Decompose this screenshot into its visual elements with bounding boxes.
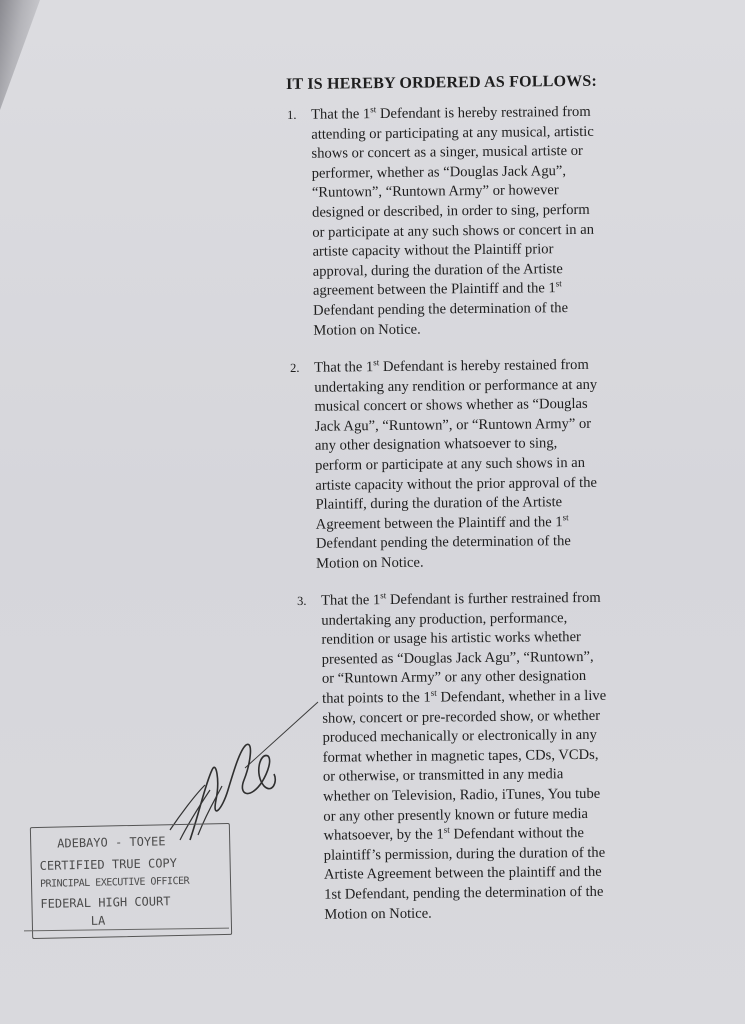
text-line: Defendant pending the determination of the (313, 300, 569, 319)
text-line: perform or participate at any such shows in an (315, 454, 586, 474)
item-number: 2. (290, 360, 300, 375)
stamp-line: ADEBAYO - TOYEE (57, 834, 166, 851)
text-line: Motion on Notice. (324, 905, 432, 923)
text-line: show, concert or pre-recorded show, or whether (322, 707, 601, 727)
item-text (311, 103, 596, 341)
text-line: That the 1st Defendant is hereby restrained from (311, 103, 591, 123)
item-text (314, 356, 599, 574)
text-line: whether on Television, Radio, iTunes, You tube (323, 785, 601, 805)
text-line: presented as “Douglas Jack Agu”, “Runtown”, (321, 648, 594, 668)
text-line: undertaking any rendition or performance at any (314, 376, 598, 396)
scan-shadow (0, 0, 40, 110)
order-item-1 (287, 102, 667, 339)
text-line: That the 1st Defendant is further restrained from (321, 589, 601, 609)
order-item-2 (290, 355, 670, 572)
text-line: performer, whether as “Douglas Jack Agu”, (311, 162, 567, 182)
text-line: Agreement between the Plaintiff and the 1st (315, 511, 569, 533)
item-text (321, 589, 609, 925)
text-line: Motion on Notice. (313, 321, 421, 339)
text-line: or “Runtown Army” or any other designation (321, 668, 587, 688)
text-line: that points to the 1st Defendant, whether in a live (322, 687, 607, 707)
text-line: or participate at any such shows or concert in an (312, 221, 595, 241)
text-line: format whether in magnetic tapes, CDs, VCDs, (322, 746, 599, 766)
text-line: artiste capacity without the Plaintiff prior (312, 241, 554, 260)
order-item-3 (297, 588, 677, 923)
text-line: attending or participating at any musical, artistic (311, 123, 594, 143)
stamp-line: LA (90, 913, 106, 928)
item-number: 3. (297, 593, 307, 608)
stamp-line: CERTIFIED TRUE COPY (39, 856, 178, 873)
text-line: “Runtown”, “Runtown Army” or however (311, 182, 559, 202)
text-line: That the 1st Defendant is hereby restained from (314, 356, 589, 376)
stamp-line: PRINCIPAL EXECUTIVE OFFICER (39, 875, 190, 890)
text-line: Plaintiff, during the duration of the Artiste (315, 494, 563, 513)
text-line: Artiste Agreement between the plaintiff and the (323, 864, 602, 884)
text-line: rendition or usage his artistic works whether (321, 629, 581, 648)
text-line: agreement between the Plaintiff and the 1st (312, 278, 562, 300)
text-line: Motion on Notice. (316, 554, 424, 572)
text-line: whatsoever, by the 1st Defendant without the (323, 824, 584, 844)
text-line: or any other presently known or future media (323, 805, 589, 825)
text-line: or otherwise, or transmitted in any media (322, 766, 564, 786)
stamp-line: FEDERAL HIGH COURT (40, 894, 171, 911)
text-line: Jack Agu”, “Runtown”, or “Runtown Army” or (314, 415, 592, 435)
text-line: designed or described, in order to sing, perform (312, 201, 590, 221)
text-line: musical concert or shows whether as “Douglas (314, 396, 588, 415)
text-line: undertaking any production, performance, (321, 609, 568, 629)
text-line: shows or concert as a singer, musical artiste or (311, 143, 583, 162)
text-line: approval, during the duration of the Artiste (312, 260, 563, 280)
text-line: Defendant pending the determination of the (315, 533, 571, 553)
order-heading: IT IS HEREBY ORDERED AS FOLLOWS: (286, 72, 598, 93)
certified-true-copy-stamp (30, 823, 232, 939)
text-line: produced mechanically or electronically in any (322, 727, 597, 746)
text-line: artiste capacity without the prior approval of the (315, 474, 598, 494)
item-number: 1. (287, 107, 297, 122)
text-line: 1st Defendant, pending the determination of the (324, 883, 604, 903)
text-line: plaintiff’s permission, during the duration of the (323, 844, 606, 864)
text-line: any other designation whatsoever to sing, (314, 435, 558, 455)
